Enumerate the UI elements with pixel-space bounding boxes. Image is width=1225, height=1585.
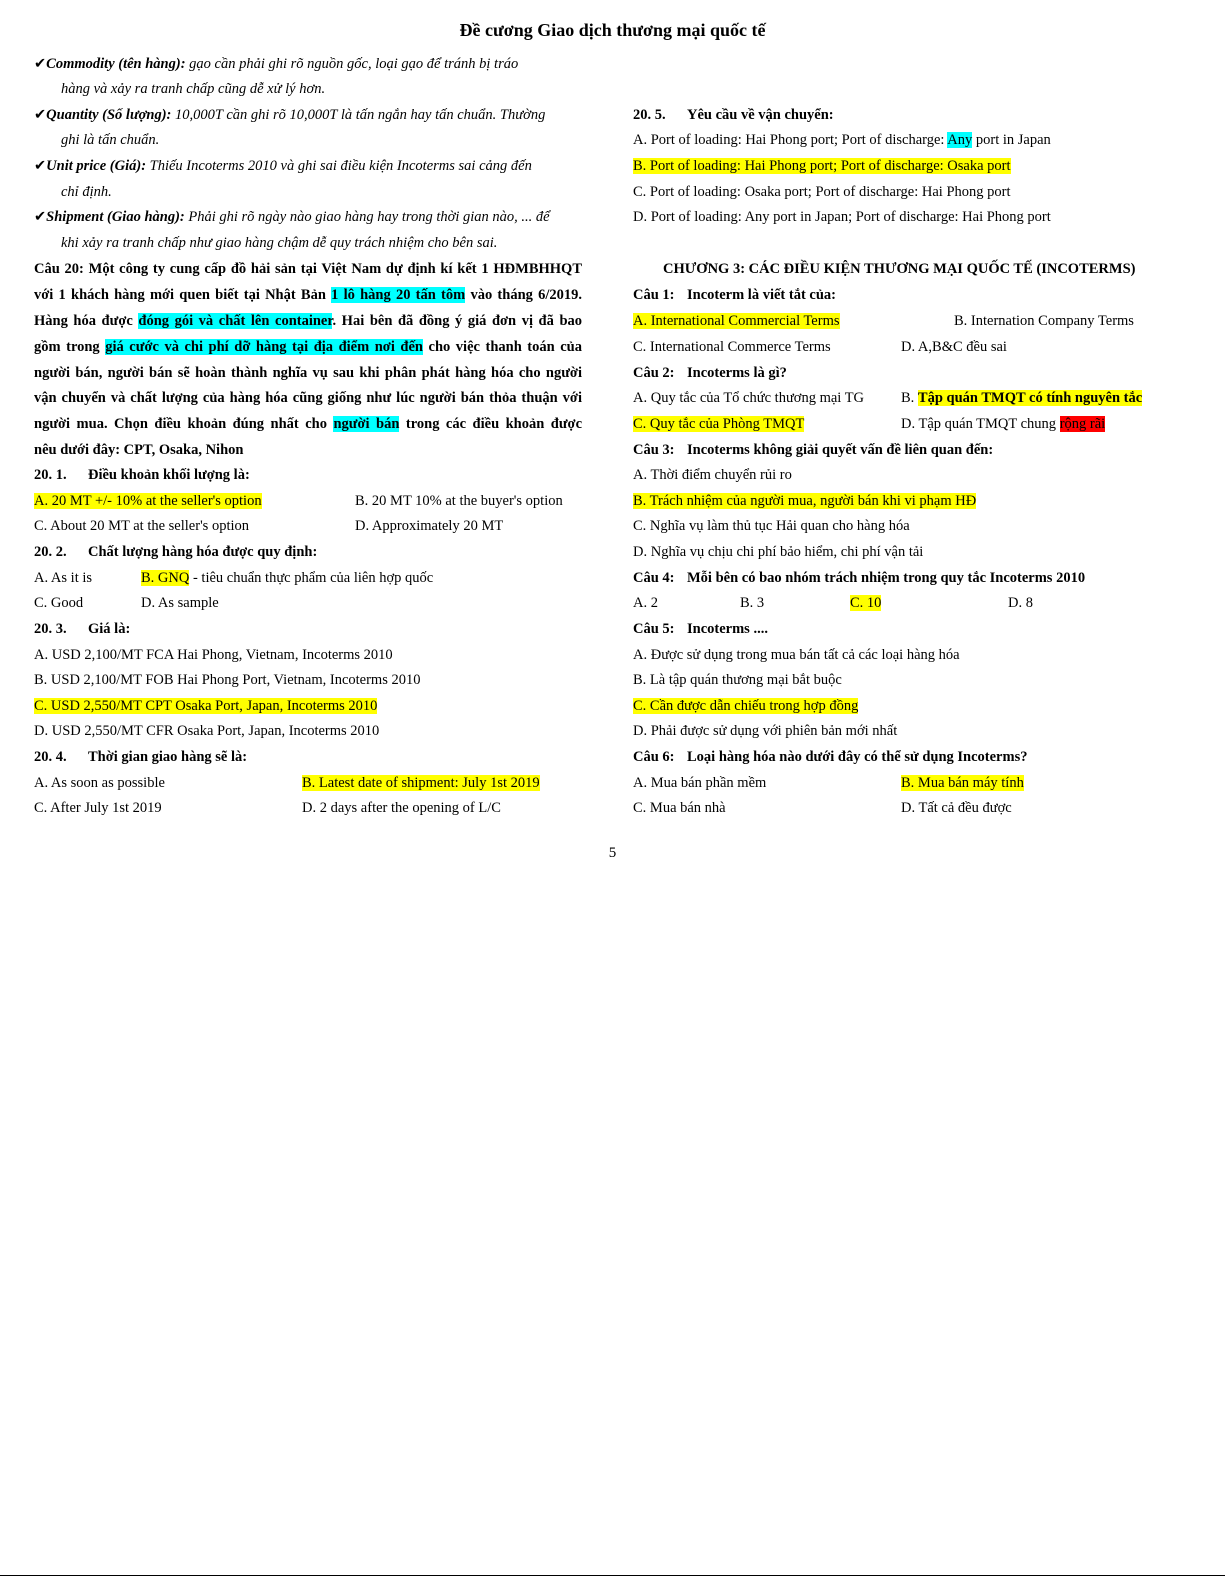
c5-heading: Câu 5: Incoterms .... (633, 621, 768, 637)
q20-3-option-d: D. USD 2,550/MT CFR Osaka Port, Japan, Incoterms 2010 (34, 723, 380, 739)
q20-5-option-b: B. Port of loading: Hai Phong port; Port of discharge: Osaka port (633, 158, 1011, 174)
q20-2-option-a: A. As it is (34, 570, 93, 586)
q20-4-option-a: A. As soon as possible (34, 775, 165, 791)
c2-option-a: A. Quy tắc của Tổ chức thương mại TG (633, 390, 865, 406)
c3-option-b: B. Trách nhiệm của người mua, người bán khi vi phạm HĐ (633, 493, 977, 509)
c4-heading: Câu 4: Mỗi bên có bao nhóm trách nhiệm trong quy tắc Incoterms 2010 (633, 570, 1086, 586)
q20-3-option-a: A. USD 2,100/MT FCA Hai Phong, Vietnam, Incoterms 2010 (34, 647, 393, 663)
c5-option-a: A. Được sử dụng trong mua bán tất cả các loại hàng hóa (633, 647, 960, 663)
bullet-commodity: ✔Commodity (tên hàng): gạo cần phải ghi rõ nguồn gốc, loại gạo để tránh bị tráo (34, 56, 519, 72)
q20-4-option-c: C. After July 1st 2019 (34, 800, 162, 816)
q20-line: Câu 20: Một công ty cung cấp đồ hải sản tại Việt Nam dự định kí kết 1 HĐMBHHQT (34, 261, 582, 277)
c5-option-c: C. Cần được dẫn chiếu trong hợp đồng (633, 698, 859, 714)
c6-option-b: B. Mua bán máy tính (901, 775, 1024, 791)
q20-4-option-d: D. 2 days after the opening of L/C (302, 800, 501, 816)
q20-line: người bán, người bán sẽ hoàn thành nghĩa vụ sau khi phân phát hàng hóa cho người (34, 365, 582, 381)
q20-line: người mua. Chọn điều khoản đúng nhất cho người bán trong các điều khoản được (34, 416, 583, 432)
highlight: người bán (333, 416, 400, 432)
q20-5-option-c: C. Port of loading: Osaka port; Port of discharge: Hai Phong port (633, 184, 1011, 200)
q20-line: gồm trong giá cước và chi phí dỡ hàng tại địa điểm nơi đến cho việc thanh toán của (34, 339, 582, 355)
q20-1-option-d: D. Approximately 20 MT (355, 518, 504, 534)
c3-option-d: D. Nghĩa vụ chịu chi phí bảo hiểm, chi phí vận tải (633, 544, 924, 560)
c3-option-a: A. Thời điểm chuyển rủi ro (633, 467, 792, 483)
q20-5-heading: 20. 5. Yêu cầu về vận chuyển: (633, 107, 834, 123)
page-number: 5 (608, 845, 617, 861)
chapter-heading: CHƯƠNG 3: CÁC ĐIỀU KIỆN THƯƠNG MẠI QUỐC TẾ (INCOTERMS) (663, 261, 1136, 277)
c2-option-c: C. Quy tắc của Phòng TMQT (633, 416, 805, 432)
q20-3-option-b: B. USD 2,100/MT FOB Hai Phong Port, Vietnam, Incoterms 2010 (34, 672, 421, 688)
highlight: giá cước và chi phí dỡ hàng tại địa điểm nơi đến (105, 339, 423, 355)
page-title: Đề cương Giao dịch thương mại quốc tế (459, 20, 766, 40)
c4-option-d: D. 8 (1008, 595, 1033, 611)
c1-option-a: A. International Commercial Terms (633, 313, 840, 329)
c4-option-b: B. 3 (740, 595, 765, 611)
q20-2-option-b: B. GNQ - tiêu chuẩn thực phẩm của liên hợp quốc (141, 570, 434, 586)
bullet-commodity-cont: hàng và xảy ra tranh chấp cũng dễ xử lý hơn. (61, 81, 326, 97)
c2-option-d: D. Tập quán TMQT chung rộng rãi (901, 416, 1106, 432)
q20-3-option-c: C. USD 2,550/MT CPT Osaka Port, Japan, Incoterms 2010 (34, 698, 378, 714)
bullet-unit-price: ✔Unit price (Giá): Thiếu Incoterms 2010 và ghi sai điều kiện Incoterms sai cảng đến (34, 158, 532, 174)
q20-1-option-b: B. 20 MT 10% at the buyer's option (355, 493, 563, 509)
bullet-shipment-cont: khi xảy ra tranh chấp như giao hàng chậm dễ quy trách nhiệm cho bên sai. (61, 235, 498, 251)
q20-1-heading: 20. 1. Điều khoản khối lượng là: (34, 467, 250, 483)
checkmark-icon: ✔ (34, 107, 47, 123)
q20-line: với 1 khách hàng mới quen biết tại Nhật Bản 1 lô hàng 20 tấn tôm vào tháng 6/2019. (34, 287, 583, 303)
q20-5-option-d: D. Port of loading: Any port in Japan; Port of discharge: Hai Phong port (633, 209, 1051, 225)
c1-option-d: D. A,B&C đều sai (901, 339, 1007, 355)
c3-option-c: C. Nghĩa vụ làm thủ tục Hải quan cho hàng hóa (633, 518, 910, 534)
checkmark-icon: ✔ (34, 56, 47, 72)
highlight: 1 lô hàng 20 tấn tôm (331, 287, 466, 303)
bullet-unit-price-cont: chỉ định. (61, 184, 112, 200)
q20-4-heading: 20. 4. Thời gian giao hàng sẽ là: (34, 749, 248, 765)
c6-option-d: D. Tất cả đều được (901, 800, 1012, 816)
q20-line: Hàng hóa được đóng gói và chất lên container. Hai bên đã đồng ý giá đơn vị đã bao (34, 313, 583, 329)
q20-5-option-a: A. Port of loading: Hai Phong port; Port of discharge: Any port in Japan (633, 132, 1051, 148)
c5-option-b: B. Là tập quán thương mại bắt buộc (633, 672, 842, 688)
bullet-shipment: ✔Shipment (Giao hàng): Phải ghi rõ ngày nào giao hàng hay trong thời gian nào, ... để (34, 209, 550, 225)
c2-heading: Câu 2: Incoterms là gì? (633, 365, 787, 381)
bullet-quantity-cont: ghi là tấn chuẩn. (61, 132, 160, 148)
c5-option-d: D. Phải được sử dụng với phiên bản mới nhất (633, 723, 898, 739)
q20-line: vận chuyển và chất lượng của hàng hóa cũng giống như lúc người bán thỏa thuận với (34, 390, 582, 406)
c1-heading: Câu 1: Incoterm là viết tắt của: (633, 287, 836, 303)
q20-2-option-d: D. As sample (141, 595, 219, 611)
q20-4-option-b: B. Latest date of shipment: July 1st 2019 (302, 775, 540, 791)
c1-option-b: B. Internation Company Terms (954, 313, 1134, 329)
checkmark-icon: ✔ (34, 158, 47, 174)
q20-1-option-c: C. About 20 MT at the seller's option (34, 518, 250, 534)
c4-option-a: A. 2 (633, 595, 658, 611)
c6-option-c: C. Mua bán nhà (633, 800, 726, 816)
q20-2-option-c: C. Good (34, 595, 84, 611)
c6-heading: Câu 6: Loại hàng hóa nào dưới đây có thể sử dụng Incoterms? (633, 749, 1028, 765)
c2-option-b: B. Tập quán TMQT có tính nguyên tắc (901, 390, 1143, 406)
q20-line: nêu dưới đây: CPT, Osaka, Nihon (34, 442, 244, 458)
q20-2-heading: 20. 2. Chất lượng hàng hóa được quy định: (34, 544, 318, 560)
q20-3-heading: 20. 3. Giá là: (34, 621, 131, 637)
bullet-quantity: ✔Quantity (Số lượng): 10,000T cần ghi rõ 10,000T là tấn ngắn hay tấn chuẩn. Thường (34, 107, 546, 123)
c1-option-c: C. International Commerce Terms (633, 339, 831, 355)
c6-option-a: A. Mua bán phần mềm (633, 775, 767, 791)
q20-1-option-a: A. 20 MT +/- 10% at the seller's option (34, 493, 262, 509)
c4-option-c: C. 10 (850, 595, 882, 611)
c3-heading: Câu 3: Incoterms không giải quyết vấn đề liên quan đến: (633, 442, 994, 458)
checkmark-icon: ✔ (34, 209, 47, 225)
page-bottom-divider (0, 1575, 1225, 1576)
highlight: đóng gói và chất lên container (138, 313, 333, 329)
